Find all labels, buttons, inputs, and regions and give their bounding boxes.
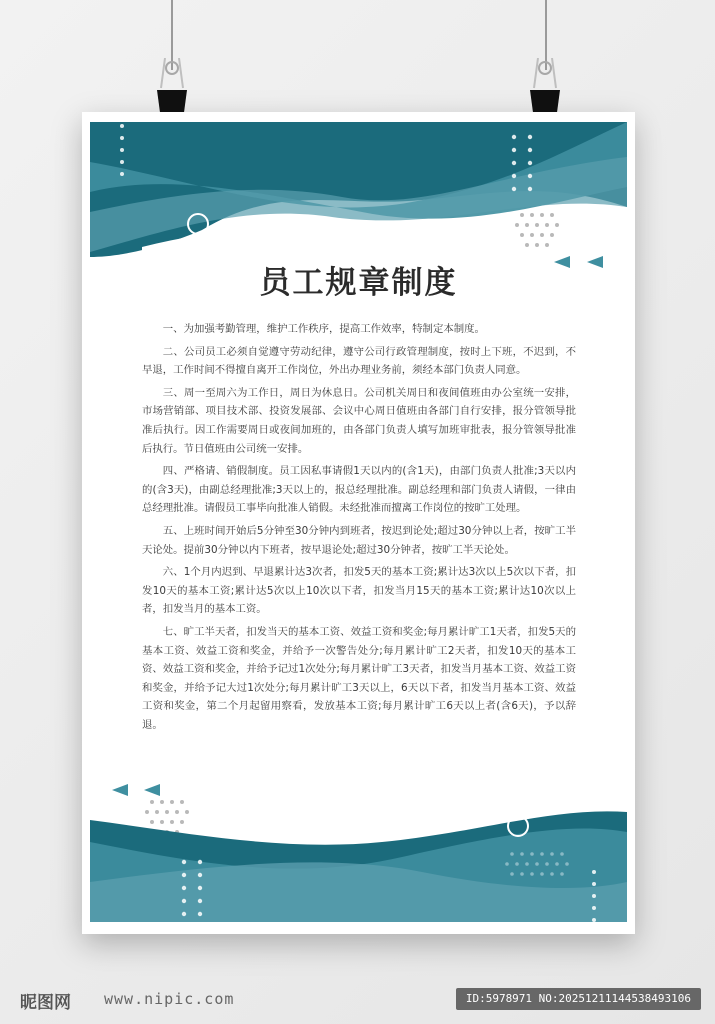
regulation-paragraph: 二、公司员工必须自觉遵守劳动纪律，遵守公司行政管理制度，按时上下班，不迟到，不早退，工作时间不得擅自离开工作岗位，外出办理业务前，须经本部门负责人同意。 (142, 345, 576, 377)
poster-title: 员工规章制度 (259, 265, 458, 301)
regulation-paragraph: 五、上班时间开始后5分钟至30分钟内到班者，按迟到论处;超过30分钟以上者，按旷工半天论处。提前30分钟以内下班者，按早退论处;超过30分钟者，按旷工半天论处。 (142, 524, 576, 556)
poster (82, 112, 635, 934)
regulation-paragraph: 一、为加强考勤管理，维护工作秩序，提高工作效率，特制定本制度。 (162, 323, 485, 335)
watermark-logo: 昵图网 (20, 993, 71, 1013)
watermark-id: ID:5978971 NO:20251211144538493106 (456, 988, 701, 1010)
regulation-paragraph: 七、旷工半天者，扣发当天的基本工资、效益工资和奖金;每月累计旷工1天者，扣发5天的基本工资、效益工资和奖金，并给予一次警告处分;每月累计旷工2天者，扣发10天的基本工资、效益工资和奖金，并给予记过1次处分;每月累计旷工3天者，扣发当月基本工资、效益工资和奖金，并给予记大过1次处分;每月累计旷工3天以上，6天以下者，扣发当月基本工资、效益工资和奖金，第二个月起留用察看，发放基本工资;每月累计旷工6天以上者(含6天)，予以辞退。 (142, 625, 576, 731)
regulation-body (142, 320, 576, 738)
regulation-paragraph: 三、周一至周六为工作日，周日为休息日。公司机关周日和夜间值班由办公室统一安排，市场营销部、项目技术部、投资发展部、会议中心周日值班由各部门自行安排，报分管领导批准后执行。因工作需要周日或夜间加班的，由各部门负责人填写加班审批表，报分管领导批准后执行。节日值班由公司统一安排。 (142, 386, 576, 455)
regulation-paragraph: 六、1个月内迟到、早退累计达3次者，扣发5天的基本工资;累计达3次以上5次以下者，扣发10天的基本工资;累计达5次以上10次以下者，扣发当月15天的基本工资;累计达10次以上者，扣发当月的基本工资。 (142, 566, 576, 616)
bottom-wave-decoration (82, 772, 635, 934)
regulation-paragraph: 四、严格请、销假制度。员工因私事请假1天以内的(含1天)，由部门负责人批准;3天以内的(含3天)，由副总经理批准;3天以上的，报总经理批准。副总经理和部门负责人请假，一律由总经理批准。请假员工事毕向批准人销假。未经批准而擅离工作岗位的按旷工处理。 (142, 465, 576, 515)
watermark-url: www.nipic.com (104, 990, 235, 1008)
watermark-bar (0, 980, 715, 1024)
